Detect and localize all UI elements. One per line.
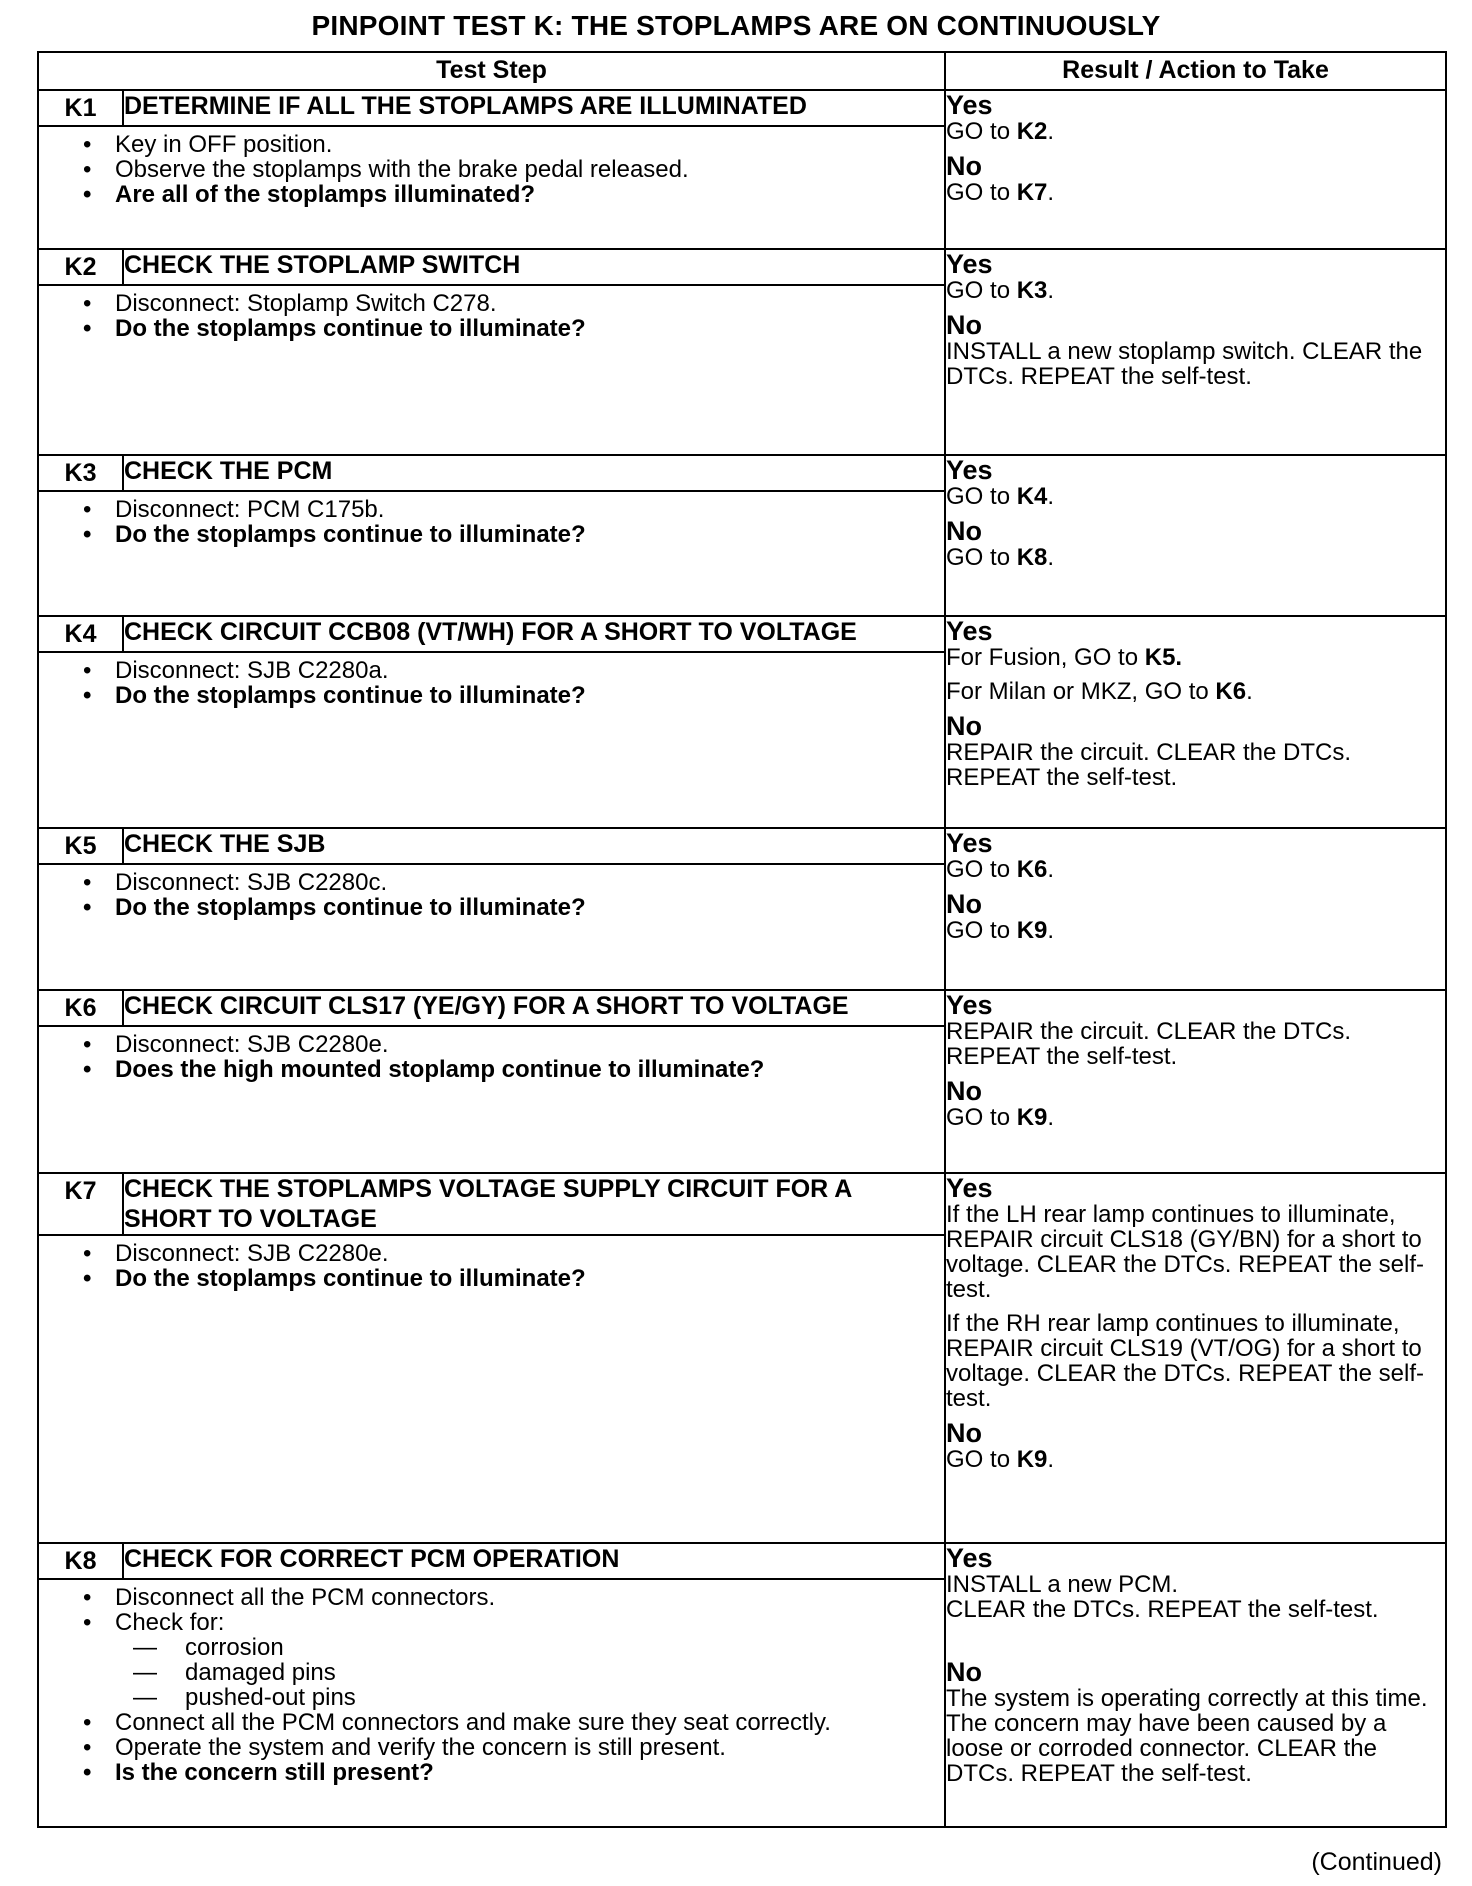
step-body	[38, 652, 945, 828]
no-action: GO to K9.	[946, 917, 1055, 944]
step-k4-heading-row	[38, 616, 1446, 652]
no-label: No	[946, 1076, 983, 1106]
yes-action-1: INSTALL a new PCM.	[946, 1571, 1179, 1598]
yes-action-milan: For Milan or MKZ, GO to K6.	[946, 678, 1253, 705]
step-heading: CHECK THE PCM	[123, 455, 945, 491]
step-id: K8	[38, 1543, 123, 1579]
check-item: — pushed-out pins	[133, 1685, 932, 1710]
step-k5-result	[945, 828, 1446, 990]
step-question: • Do the stoplamps continue to illuminate?	[83, 522, 932, 547]
yes-label: Yes	[946, 616, 993, 646]
no-label: No	[946, 711, 983, 741]
step-id: K2	[38, 249, 123, 285]
yes-action: REPAIR the circuit. CLEAR the DTCs. REPEAT the self-test.	[946, 1018, 1352, 1070]
step-k6-result	[945, 990, 1446, 1173]
result-header: Result / Action to Take	[945, 52, 1446, 90]
continued-note: (Continued)	[1311, 1848, 1442, 1876]
yes-action-lh: If the LH rear lamp continues to illuminate, REPAIR circuit CLS18 (GY/BN) for a short to voltage. CLEAR the DTCs. REPEAT the self-test.	[946, 1201, 1424, 1303]
yes-label: Yes	[946, 455, 993, 485]
yes-action-fusion: For Fusion, GO to K5.	[946, 644, 1183, 671]
step-item: • Disconnect all the PCM connectors.	[83, 1585, 932, 1610]
check-item: — corrosion	[133, 1635, 932, 1660]
step-question: • Do the stoplamps continue to illuminate?	[83, 895, 932, 920]
step-heading: CHECK CIRCUIT CCB08 (VT/WH) FOR A SHORT TO VOLTAGE	[123, 616, 945, 652]
step-item: • Disconnect: Stoplamp Switch C278.	[83, 291, 932, 316]
step-question: • Do the stoplamps continue to illuminate?	[83, 1266, 932, 1291]
test-step-header: Test Step	[38, 52, 945, 90]
step-question: • Are all of the stoplamps illuminated?	[83, 182, 932, 207]
step-body	[38, 1235, 945, 1543]
no-action: The system is operating correctly at this time. The concern may have been caused by a loose or corroded connector. CLEAR the DTCs. REPEAT the self-test.	[946, 1685, 1428, 1787]
step-k6-heading-row	[38, 990, 1446, 1026]
no-label: No	[946, 151, 983, 181]
pinpoint-test-table	[37, 51, 1447, 1828]
step-question: • Is the concern still present?	[83, 1760, 932, 1785]
step-heading: DETERMINE IF ALL THE STOPLAMPS ARE ILLUMINATED	[123, 90, 945, 126]
yes-label: Yes	[946, 990, 993, 1020]
yes-label: Yes	[946, 828, 993, 858]
no-action: GO to K9.	[946, 1104, 1055, 1131]
no-action: REPAIR the circuit. CLEAR the DTCs. REPEAT the self-test.	[946, 739, 1352, 791]
step-item: • Connect all the PCM connectors and make sure they seat correctly.	[83, 1710, 932, 1735]
yes-label: Yes	[946, 90, 993, 120]
step-item: • Operate the system and verify the concern is still present.	[83, 1735, 932, 1760]
check-item: — damaged pins	[133, 1660, 932, 1685]
step-k1-result	[945, 90, 1446, 249]
table-header-row	[38, 52, 1446, 90]
step-question: • Does the high mounted stoplamp continue to illuminate?	[83, 1057, 932, 1082]
step-body	[38, 491, 945, 616]
step-id: K6	[38, 990, 123, 1026]
step-item: • Disconnect: SJB C2280c.	[83, 870, 932, 895]
step-heading: CHECK THE STOPLAMPS VOLTAGE SUPPLY CIRCUIT FOR A SHORT TO VOLTAGE	[123, 1173, 945, 1235]
step-k8-result	[945, 1543, 1446, 1827]
step-id: K5	[38, 828, 123, 864]
yes-action: GO to K3.	[946, 277, 1055, 304]
no-label: No	[946, 516, 983, 546]
step-question: • Do the stoplamps continue to illuminate?	[83, 316, 932, 341]
step-heading: CHECK THE SJB	[123, 828, 945, 864]
step-k7-result	[945, 1173, 1446, 1543]
yes-action-2: CLEAR the DTCs. REPEAT the self-test.	[946, 1596, 1379, 1623]
step-question: • Do the stoplamps continue to illuminate?	[83, 683, 932, 708]
step-item: • Check for: — corrosion — damaged pins — pushed-out pins	[83, 1610, 932, 1710]
page-title: PINPOINT TEST K: THE STOPLAMPS ARE ON CONTINUOUSLY	[311, 10, 1161, 41]
no-label: No	[946, 889, 983, 919]
step-body	[38, 864, 945, 990]
step-k2-heading-row	[38, 249, 1446, 285]
step-k7-heading-row	[38, 1173, 1446, 1235]
check-list	[115, 1635, 932, 1710]
yes-action: GO to K2.	[946, 118, 1055, 145]
no-action: GO to K8.	[946, 544, 1055, 571]
step-k8-heading-row	[38, 1543, 1446, 1579]
step-id: K4	[38, 616, 123, 652]
step-k5-heading-row	[38, 828, 1446, 864]
step-item: • Disconnect: SJB C2280a.	[83, 658, 932, 683]
yes-label: Yes	[946, 1173, 993, 1203]
step-item: • Disconnect: SJB C2280e.	[83, 1241, 932, 1266]
step-item: • Observe the stoplamps with the brake pedal released.	[83, 157, 932, 182]
no-label: No	[946, 1418, 983, 1448]
yes-action-rh: If the RH rear lamp continues to illuminate, REPAIR circuit CLS19 (VT/OG) for a short to voltage. CLEAR the DTCs. REPEAT the self-test.	[946, 1310, 1424, 1412]
step-body	[38, 1579, 945, 1827]
step-body	[38, 1026, 945, 1173]
yes-label: Yes	[946, 1543, 993, 1573]
step-k3-result	[945, 455, 1446, 616]
step-body	[38, 285, 945, 455]
step-heading: CHECK THE STOPLAMP SWITCH	[123, 249, 945, 285]
step-body	[38, 126, 945, 249]
no-action: GO to K9.	[946, 1446, 1055, 1473]
step-item: • Disconnect: SJB C2280e.	[83, 1032, 932, 1057]
step-k4-result	[945, 616, 1446, 828]
step-item: • Disconnect: PCM C175b.	[83, 497, 932, 522]
step-heading: CHECK FOR CORRECT PCM OPERATION	[123, 1543, 945, 1579]
yes-action: GO to K6.	[946, 856, 1055, 883]
step-heading: CHECK CIRCUIT CLS17 (YE/GY) FOR A SHORT TO VOLTAGE	[123, 990, 945, 1026]
yes-action: GO to K4.	[946, 483, 1055, 510]
step-item: • Key in OFF position.	[83, 132, 932, 157]
step-id: K7	[38, 1173, 123, 1235]
no-label: No	[946, 1657, 983, 1687]
step-id: K1	[38, 90, 123, 126]
step-id: K3	[38, 455, 123, 491]
yes-label: Yes	[946, 249, 993, 279]
step-k1-heading-row	[38, 90, 1446, 126]
step-k2-result	[945, 249, 1446, 455]
no-action: GO to K7.	[946, 179, 1055, 206]
step-k3-heading-row	[38, 455, 1446, 491]
no-action: INSTALL a new stoplamp switch. CLEAR the DTCs. REPEAT the self-test.	[946, 338, 1423, 390]
no-label: No	[946, 310, 983, 340]
